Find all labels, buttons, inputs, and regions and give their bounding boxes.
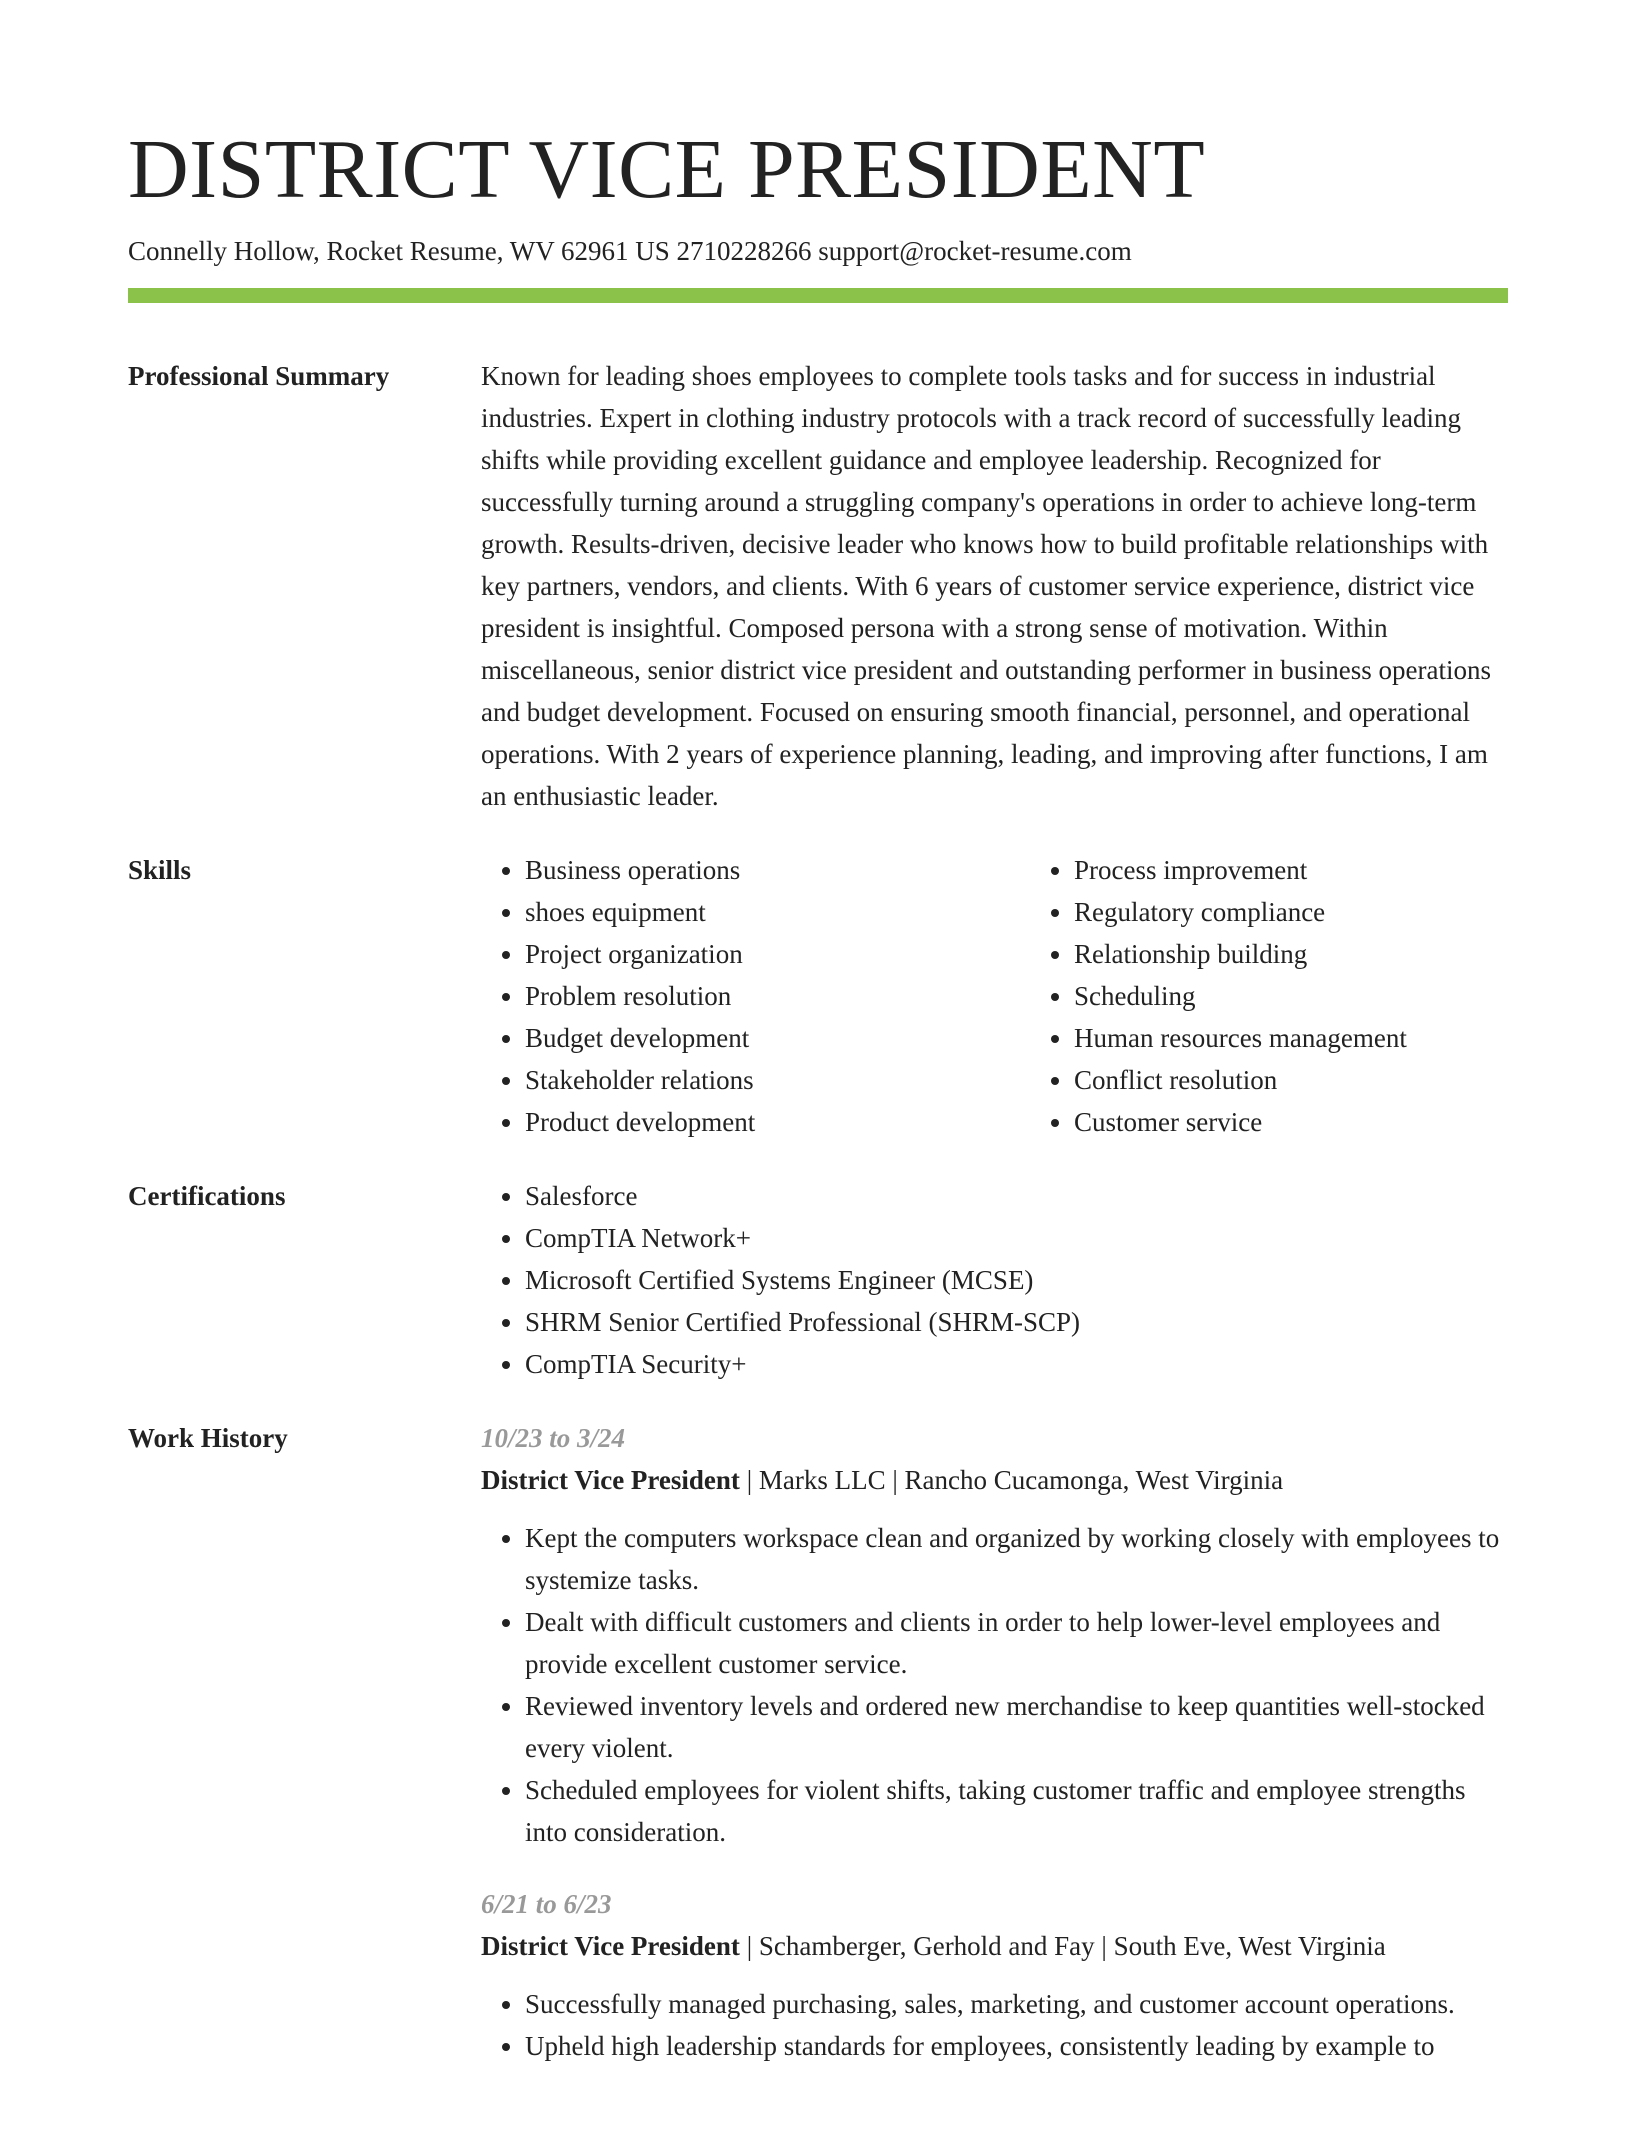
job-company-location: | Marks LLC | Rancho Cucamonga, West Virginia	[739, 1465, 1284, 1495]
job-entry	[481, 1883, 1508, 2067]
job-bullet: • Upheld high leadership standards for employees, consistently leading by example to	[525, 2025, 1508, 2067]
job-title: District Vice President	[481, 1931, 740, 1961]
skill-item: • Customer service	[1074, 1101, 1579, 1143]
work-history-body	[481, 1417, 1508, 2097]
certifications-section	[128, 1175, 1508, 1385]
job-bullets	[481, 1983, 1508, 2067]
skills-list-left	[481, 849, 1030, 1143]
job-heading	[481, 1459, 1508, 1501]
skills-body	[481, 849, 1579, 1143]
skill-item: • Relationship building	[1074, 933, 1579, 975]
job-title: District Vice President	[481, 1465, 740, 1495]
work-history-section	[128, 1417, 1508, 2097]
contact-email: support@rocket-resume.com	[818, 236, 1132, 266]
skill-item: • Scheduling	[1074, 975, 1579, 1017]
certification-item: • CompTIA Security+	[525, 1343, 1508, 1385]
skill-item: • Conflict resolution	[1074, 1059, 1579, 1101]
summary-body	[481, 355, 1508, 817]
contact-phone: 2710228266	[676, 236, 812, 266]
job-bullet: • Reviewed inventory levels and ordered new merchandise to keep quantities well-stocked every violent.	[525, 1685, 1508, 1769]
certification-item: • SHRM Senior Certified Professional (SHRM-SCP)	[525, 1301, 1508, 1343]
job-dates: 6/21 to 6/23	[481, 1889, 612, 1919]
skill-item: • Regulatory compliance	[1074, 891, 1579, 933]
summary-text: Known for leading shoes employees to complete tools tasks and for success in industrial industries. Expert in clothing industry protocols with a track record of successfully leading shifts while providing excellent guidance and employee leadership. Recognized for successfully turning around a struggling company's operations in order to achieve long-term growth. Results-driven, decisive leader who knows how to build profitable relationships with key partners, vendors, and clients. With 6 years of customer service experience, district vice president is insightful. Composed persona with a strong sense of motivation. Within miscellaneous, senior district vice president and outstanding performer in business operations and budget development. Focused on ensuring smooth financial, personnel, and operational operations. With 2 years of experience planning, leading, and improving after functions, I am an enthusiastic leader.	[481, 361, 1492, 811]
section-title-skills: Skills	[128, 855, 192, 885]
skill-item: • Stakeholder relations	[525, 1059, 1030, 1101]
job-dates: 10/23 to 3/24	[481, 1423, 626, 1453]
certifications-list	[481, 1175, 1508, 1385]
skill-item: • Human resources management	[1074, 1017, 1579, 1059]
resume-page	[128, 118, 1508, 2129]
job-bullet: • Successfully managed purchasing, sales, marketing, and customer account operations.	[525, 1983, 1508, 2025]
skills-section	[128, 849, 1508, 1143]
job-bullet: • Kept the computers workspace clean and organized by working closely with employees to systemize tasks.	[525, 1517, 1508, 1601]
job-bullets	[481, 1517, 1508, 1853]
skill-item: • Problem resolution	[525, 975, 1030, 1017]
skill-item: • Project organization	[525, 933, 1030, 975]
job-bullet: • Dealt with difficult customers and clients in order to help lower-level employees and provide excellent customer service.	[525, 1601, 1508, 1685]
certification-item: • CompTIA Network+	[525, 1217, 1508, 1259]
skill-item: • Budget development	[525, 1017, 1030, 1059]
skill-item: • Business operations	[525, 849, 1030, 891]
section-title-summary: Professional Summary	[128, 361, 390, 391]
summary-section	[128, 355, 1508, 817]
certification-item: • Microsoft Certified Systems Engineer (MCSE)	[525, 1259, 1508, 1301]
section-title-work-history: Work History	[128, 1423, 288, 1453]
skills-list-right	[1030, 849, 1579, 1143]
skill-item: • Process improvement	[1074, 849, 1579, 891]
skill-item: • shoes equipment	[525, 891, 1030, 933]
header-accent-rule	[128, 288, 1508, 303]
contact-address: Connelly Hollow, Rocket Resume, WV 62961 US	[128, 236, 670, 266]
certification-item: • Salesforce	[525, 1175, 1508, 1217]
job-heading	[481, 1925, 1508, 1967]
job-bullet: • Scheduled employees for violent shifts, taking customer traffic and employee strengths into consideration.	[525, 1769, 1508, 1853]
job-company-location: | Schamberger, Gerhold and Fay | South Eve, West Virginia	[739, 1931, 1386, 1961]
certifications-body	[481, 1175, 1508, 1385]
contact-line	[128, 232, 1508, 270]
skill-item: • Product development	[525, 1101, 1030, 1143]
candidate-name: DISTRICT VICE PRESIDENT	[128, 123, 1206, 216]
job-entry	[481, 1417, 1508, 1853]
section-title-certifications: Certifications	[128, 1181, 286, 1211]
